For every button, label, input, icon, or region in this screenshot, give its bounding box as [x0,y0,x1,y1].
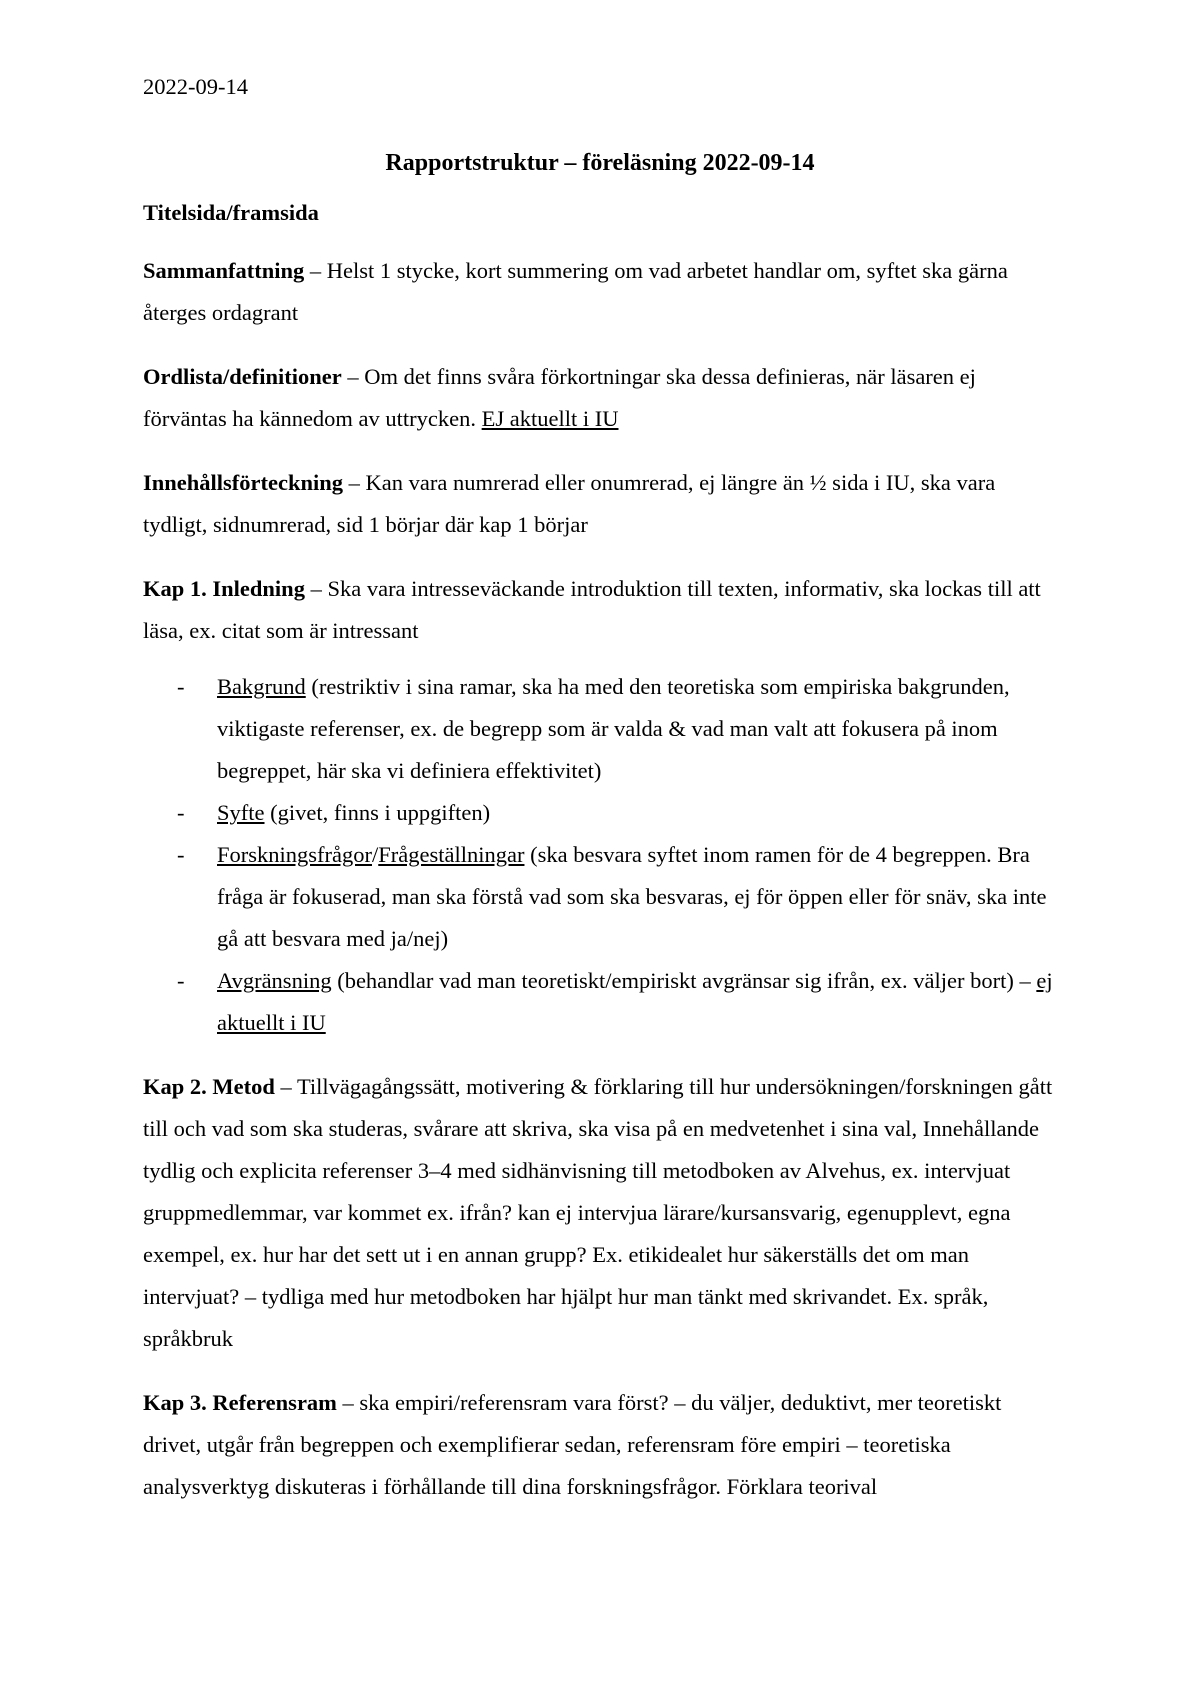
section-label: Innehållsförteckning [143,470,344,495]
list-item-note: ej aktuellt i IU [217,968,1053,1035]
section-label: Kap 1. Inledning [143,576,305,601]
section-text: – Helst 1 stycke, kort summering om vad arbetet handlar om, syftet ska gärna återges ordagrant [143,258,1008,325]
section-note: EJ aktuellt i IU [481,406,619,431]
section-text: – Ska vara intresseväckande introduktion till texten, informativ, ska lockas till att läsa, ex. citat som är intressant [143,576,1041,643]
section-label: Kap 2. Metod [143,1074,275,1099]
list-item-text: (givet, finns i uppgiften) [264,800,491,825]
list-item-forskningsfragor [177,834,1057,960]
dash-bullet: - [177,800,185,825]
list-item-term: Syfte [217,800,265,825]
section-label: Kap 3. Referensram [143,1390,337,1415]
kap1-subsection-list [143,666,1057,1044]
dash-bullet: - [177,842,185,867]
section-text: – Tillvägagångssätt, motivering & förklaring till hur undersökningen/forskningen gått till och vad som ska studeras, svårare att skriva, ska visa på en medvetenhet i sina val, Innehållande tydlig och explicita referenser 3–4 med sidhänvisning till metodboken av Alvehus, ex. intervjuat gruppmedlemmar, var kommet ex. ifrån? kan ej intervjua lärare/kursansvarig, egenupplevt, egna exempel, ex. hur har det sett ut i en annan grupp? Ex. etikidealet hur säkerställs det om man intervjuat? – tydliga med hur metodboken har hjälpt hur man tänkt med skrivandet. Ex. språk, språkbruk [143,1074,1053,1351]
section-kap3 [143,1382,1057,1508]
section-label: Sammanfattning [143,258,305,283]
section-innehallsforteckning [143,462,1057,546]
section-titelsida: Titelsida/framsida [143,200,319,225]
list-item-text: (restriktiv i sina ramar, ska ha med den teoretiska som empiriska bakgrunden, viktigaste referenser, ex. de begrepp som är valda & vad man valt att fokusera på inom begreppet, här ska vi definiera effektivitet) [217,674,1010,783]
list-item-avgransning [177,960,1057,1044]
section-kap1 [143,568,1057,652]
section-sammanfattning [143,250,1057,334]
list-item-term: Forskningsfrågor [217,842,372,867]
list-item-text: (ska besvara syftet inom ramen för de 4 begreppen. Bra fråga är fokuserad, man ska förstå vad som ska besvaras, ej för öppen eller för snäv, ska inte gå att besvara med ja/nej) [217,842,1047,951]
list-item-text: (behandlar vad man teoretiskt/empiriskt avgränsar sig ifrån, ex. väljer bort) – [331,968,1037,993]
list-item-bakgrund [177,666,1057,792]
list-item-term: Bakgrund [217,674,306,699]
document-title: Rapportstruktur – föreläsning 2022-09-14 [385,150,815,176]
section-text: – ska empiri/referensram vara först? – du väljer, deduktivt, mer teoretiskt drivet, utgår från begreppen och exemplifierar sedan, referensram före empiri – teoretiska analysverktyg diskuteras i förhållande till dina forskningsfrågor. Förklara teorival [143,1390,1002,1499]
section-label: Ordlista/definitioner [143,364,342,389]
dash-bullet: - [177,674,185,699]
section-ordlista [143,356,1057,440]
document-date: 2022-09-14 [143,74,248,99]
dash-bullet: - [177,968,185,993]
list-item-separator: / [371,842,379,867]
list-item-term-2: Frågeställningar [378,842,525,867]
list-item-syfte [177,792,1057,834]
section-kap2 [143,1066,1057,1360]
section-text: – Kan vara numrerad eller onumrerad, ej längre än ½ sida i IU, ska vara tydligt, sidnumrerad, sid 1 börjar där kap 1 börjar [143,470,996,537]
section-text: – Om det finns svåra förkortningar ska dessa definieras, när läsaren ej förväntas ha kännedom av uttrycken. [143,364,976,431]
list-item-term: Avgränsning [217,968,332,993]
